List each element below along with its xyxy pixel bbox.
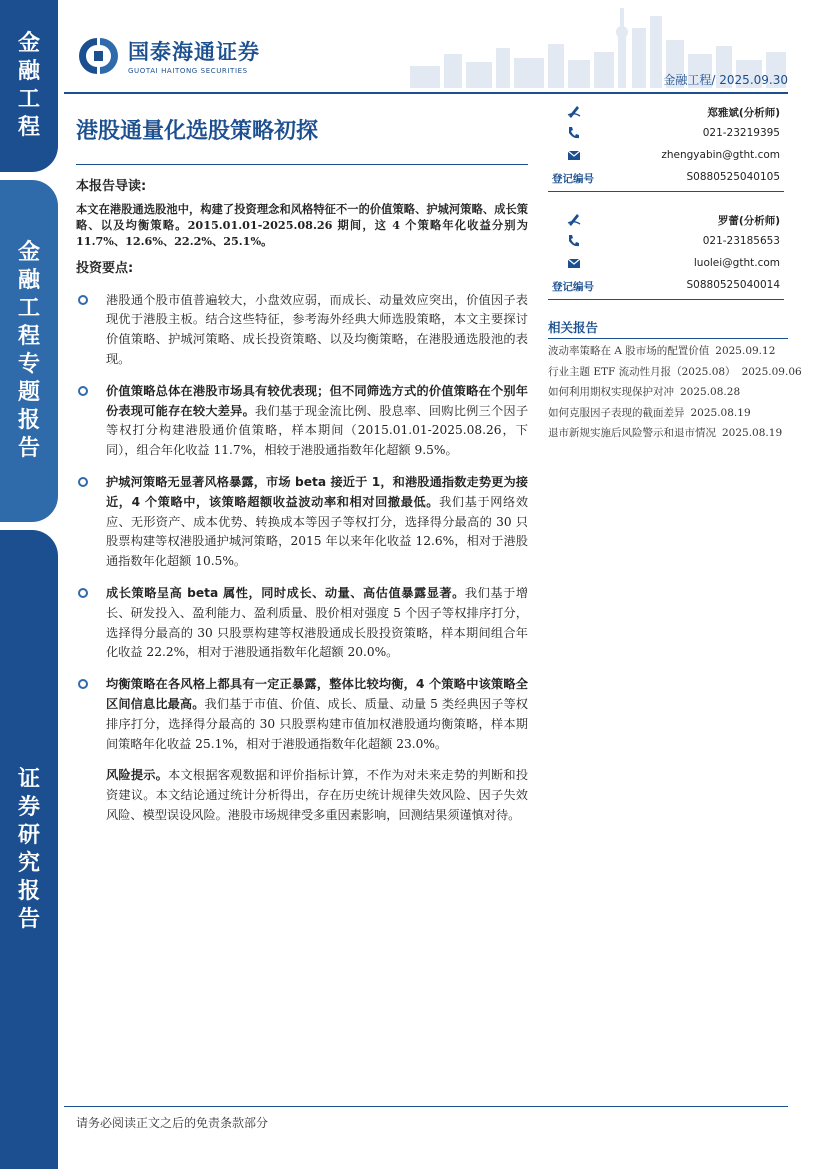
side-band-report-type xyxy=(0,180,58,522)
bullet-icon xyxy=(78,386,88,396)
footer-divider xyxy=(64,1106,788,1107)
phone-icon xyxy=(566,125,582,141)
risk-label: 风险提示。 xyxy=(106,768,169,783)
key-point-bold: 护城河策略无显著风格暴露，市场 beta 接近于 1，和港股通指数走势更为接近，4 个策略中，该策略超额收益波动率和相对回撤最低。 xyxy=(106,474,528,509)
bullet-icon xyxy=(78,588,88,598)
related-report-item[interactable] xyxy=(548,423,792,444)
side-band-char: 工 xyxy=(17,296,40,321)
related-report-item[interactable] xyxy=(548,341,792,362)
side-band-char: 报 xyxy=(17,408,40,433)
related-report-date: 2025.08.19 xyxy=(722,427,783,439)
analyst-name: 罗蕾(分析师) xyxy=(717,215,780,227)
analyst-card xyxy=(552,208,780,296)
side-band-char: 报 xyxy=(17,878,40,904)
related-report-title[interactable]: 如何克服因子表现的截面差异 xyxy=(548,406,685,419)
related-report-date: 2025.09.12 xyxy=(715,345,776,357)
related-report-title[interactable]: 波动率策略在 A 股市场的配置价值 xyxy=(548,345,710,357)
logo-name-en: GUOTAI HAITONG SECURITIES xyxy=(128,67,248,75)
registration-label: 登记编号 xyxy=(552,173,594,185)
key-point-bold: 均衡策略在各风格上都具有一定正暴露，整体比较均衡，4 个策略中该策略全区间信息比最高。 xyxy=(106,677,528,711)
registration-number: S0880525040014 xyxy=(686,279,780,291)
side-band-char: 金 xyxy=(17,240,40,265)
logo-mark-icon xyxy=(76,37,118,75)
side-band-research xyxy=(0,530,58,1169)
side-band-category xyxy=(0,0,58,172)
bullet-icon xyxy=(78,679,88,689)
related-report-item[interactable] xyxy=(548,362,802,383)
analyst-phone: 021-23185653 xyxy=(702,235,780,247)
side-band xyxy=(0,0,58,1169)
phone-icon xyxy=(566,233,582,249)
side-band-char: 程 xyxy=(17,115,40,140)
related-reports-list xyxy=(548,341,802,444)
report-category-date: 金融工程/ 2025.09.30 xyxy=(663,73,788,87)
header-divider xyxy=(64,92,788,94)
report-title: 港股通量化选股策略初探 xyxy=(76,119,319,144)
related-report-date: 2025.08.19 xyxy=(690,406,751,419)
bullet-icon xyxy=(78,295,88,305)
main-content xyxy=(76,177,528,826)
risk-text: 本文根据客观数据和评价指标计算，不作为对未来走势的判断和投资建议。本文结论通过统计分析得出，存在历史统计规律失效风险、因子失效风险、模型误设风险。港股市场规律受多重因素影响，回测结果须谨慎对待。 xyxy=(106,768,529,822)
side-band-char: 告 xyxy=(17,436,40,461)
related-report-title[interactable]: 退市新规实施后风险警示和退市情况 xyxy=(548,427,716,439)
side-band-char: 工 xyxy=(17,87,40,112)
analyst-phone: 021-23219395 xyxy=(702,127,780,139)
key-point xyxy=(76,291,528,370)
related-report-item[interactable] xyxy=(548,382,792,403)
related-report-date: 2025.08.28 xyxy=(680,386,741,398)
side-band-char: 专 xyxy=(17,352,40,377)
key-point-text: 我们基于现金流比例、股息率、回购比例三个因子等权打分构建港股通价值策略，样本期间（2015.01.01-2025.08.26，下同），组合年化收益 11.7%，相较于港股通指数年化超额 9.5%。 xyxy=(106,403,529,458)
side-band-char: 金 xyxy=(17,31,40,56)
side-band-char: 研 xyxy=(17,822,40,848)
disclaimer-note: 请务必阅读正文之后的免责条款部分 xyxy=(76,1116,269,1130)
analyst-email[interactable]: luolei@gtht.com xyxy=(693,257,780,269)
side-band-char: 告 xyxy=(17,906,40,932)
pen-icon xyxy=(566,103,582,119)
side-band-char: 究 xyxy=(17,850,40,876)
email-icon xyxy=(566,255,582,271)
key-point xyxy=(76,382,528,461)
analyst-name: 郑雅斌(分析师) xyxy=(707,107,780,119)
key-point-text: 我们基于市值、价值、成长、质量、动量 5 类经典因子等权排序打分，选择得分最高的 30 只股票构建市值加权港股通均衡策略，样本期间策略年化收益 25.1%，相对于港股通指数年化超额 23.0%。 xyxy=(106,696,528,751)
side-band-char: 证 xyxy=(17,766,40,792)
side-band-char: 融 xyxy=(17,59,40,84)
key-point-bold: 成长策略呈高 beta 属性，同时成长、动量、高估值暴露显著。 xyxy=(106,585,465,600)
analyst-divider xyxy=(548,191,784,192)
related-divider xyxy=(548,338,788,339)
analyst-card xyxy=(552,100,780,188)
registration-number: S0880525040105 xyxy=(686,171,780,183)
logo-name-cn: 国泰海通证券 xyxy=(128,40,260,64)
risk-warning xyxy=(76,766,528,825)
key-point xyxy=(76,473,528,572)
analyst-email[interactable]: zhengyabin@gtht.com xyxy=(661,149,780,161)
key-point-text: 港股通个股市值普遍较大，小盘效应弱，而成长、动量效应突出，价值因子表现优于港股主板。结合这些特征，参考海外经典大师选股策略，本文主要探讨价值策略、护城河策略、成长投资策略、以及均衡策略，在港股通选股池的表现。 xyxy=(106,292,528,366)
key-point-text: 我们基于增长、研发投入、盈利能力、盈利质量、股价相对强度 5 个因子等权排序打分，选择得分最高的 30 只股票构建等权港股通成长股投资策略，样本期间组合年化收益 22.2%，相对于港股通指数年化超额 20.0%。 xyxy=(106,585,529,660)
bullet-icon xyxy=(78,477,88,487)
guide-heading: 本报告导读: xyxy=(76,179,147,194)
key-points-heading: 投资要点: xyxy=(76,260,134,276)
related-report-item[interactable] xyxy=(548,403,792,424)
side-band-char: 题 xyxy=(17,380,40,405)
key-point-text: 我们基于网络效应、无形资产、成本优势、转换成本等因子等权打分，选择得分最高的 30 只股票构建等权港股通护城河策略，2015 年以来年化收益 12.6%，相对于港股通指数年化超额 10.5%。 xyxy=(106,494,529,569)
side-band-char: 融 xyxy=(17,268,40,293)
guide-summary: 本文在港股通选股池中，构建了投资理念和风格特征不一的价值策略、护城河策略、成长策略、以及均衡策略。2015.01.01-2025.08.26 期间，这 4 个策略年化收益分别为 11.7%、12.6%、22.2%、25.1%。 xyxy=(76,201,528,248)
related-report-title[interactable]: 行业主题 ETF 流动性月报（2025.08） xyxy=(548,365,736,378)
analyst-divider xyxy=(548,299,784,300)
related-report-date: 2025.09.06 xyxy=(741,365,802,378)
registration-label: 登记编号 xyxy=(552,281,594,293)
key-point-bold: 价值策略总体在港股市场具有较优表现；但不同筛选方式的价值策略在个别年份表现可能存在较大差异。 xyxy=(106,383,528,418)
company-logo xyxy=(76,36,260,75)
key-point xyxy=(76,584,528,663)
email-icon xyxy=(566,147,582,163)
key-point xyxy=(76,675,528,754)
pen-icon xyxy=(566,211,582,227)
side-band-char: 程 xyxy=(17,324,40,349)
related-report-title[interactable]: 如何利用期权实现保护对冲 xyxy=(548,386,674,398)
title-divider xyxy=(76,164,528,165)
related-reports-heading: 相关报告 xyxy=(548,320,599,335)
side-band-char: 券 xyxy=(17,794,40,820)
